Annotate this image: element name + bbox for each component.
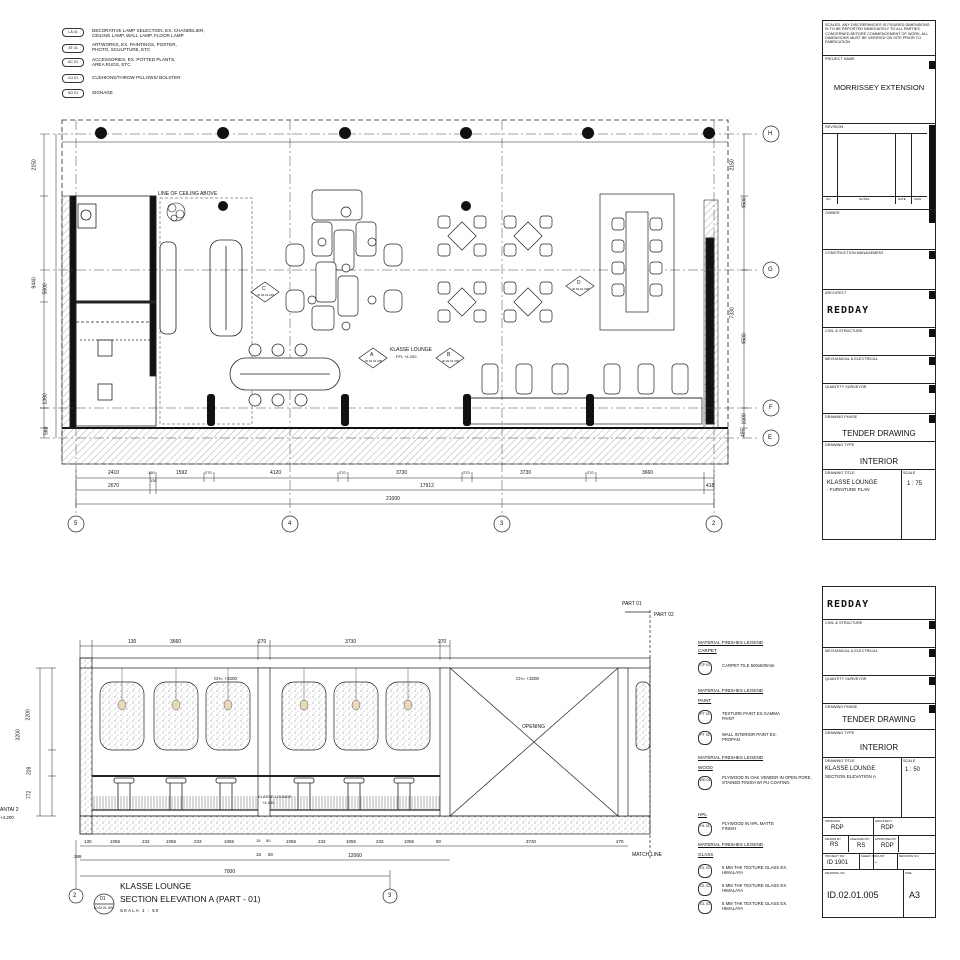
- firm-logo: REDDAY: [827, 305, 870, 316]
- section-tag-letter: C: [262, 286, 266, 292]
- opening-label: OPENING: [522, 724, 546, 730]
- section-tag-ref: ID.02.01.008: [572, 287, 590, 291]
- finish-text: WALL INTERIOR PAINT EX. PROPAN: [722, 732, 777, 742]
- dim-left: 2200: [25, 709, 32, 721]
- firm-logo: REDDAY: [827, 599, 870, 610]
- architect-label: ARCHITECT: [875, 819, 893, 823]
- finishes-category: PAINT: [698, 698, 712, 703]
- dim-total: 21000: [386, 496, 400, 502]
- finish-text: 5 MM THK TEXTURE GLASS EX. HIMALAYA: [722, 883, 788, 893]
- sheet-amount-label: SHEET AMOUNT: [861, 854, 885, 858]
- finish-code: PT 02: [698, 731, 712, 745]
- floor-level-label: KLASSE LOUNGE: [258, 794, 292, 799]
- dim-bottom: 15: [256, 852, 262, 857]
- finish-code: WD 01: [698, 776, 712, 790]
- grid-row-label: G: [768, 267, 773, 273]
- finishes-category: CARPET: [698, 648, 717, 653]
- match-line-label: MATCH LINE: [632, 852, 662, 858]
- drawing-title-1: KLASSE LOUNGE: [827, 480, 878, 486]
- room-level-label: KLASSE LOUNGE: [390, 347, 432, 353]
- dim-bottom: 50: [436, 839, 442, 844]
- left-level-value: +4.200: [0, 815, 14, 820]
- dim-bottom: 1055: [286, 839, 297, 844]
- scale-label: SCALE: [903, 471, 916, 475]
- dim-bottom: 233: [142, 839, 150, 844]
- dim-left: 2150: [31, 159, 38, 171]
- section-subtitle: SECTION ELEVATION A (PART - 01): [120, 894, 261, 904]
- drawing-scale: 1 : 50: [905, 767, 921, 773]
- principal-value: RDP: [831, 825, 844, 831]
- legend-code: SG 01: [62, 89, 84, 98]
- rev-col-sign: SIGN: [914, 197, 922, 201]
- dim-left: 3200: [15, 729, 22, 741]
- principal-label: PRINCIPAL: [825, 819, 841, 823]
- drawing-title-label: DRAWING TITLE: [825, 471, 855, 475]
- dim-bottom: 50: [266, 838, 271, 843]
- type-label: DRAWING TYPE: [825, 443, 855, 447]
- drawing-title-2: SECTION ELEVATION A: [825, 774, 876, 779]
- legend-text: ARTWORKS, EX. PAINTINGS, POSTER, PHOTO, SCULPTURE, ETC: [92, 42, 177, 53]
- grid-col-label: 5: [74, 521, 78, 527]
- glass-panels: [100, 682, 650, 750]
- dim-bottom: 418: [706, 483, 715, 489]
- project-no-value: ID 1901: [827, 860, 849, 866]
- section-tag-letter: A: [370, 352, 374, 358]
- room-level-value: FFL +4.200: [396, 354, 417, 359]
- legend-code: CU 01: [62, 74, 84, 83]
- dim-left: 228: [26, 766, 33, 776]
- cm-label: CONSTRUCTION MANAGEMENT: [825, 251, 884, 255]
- drawing-type: INTERIOR: [859, 457, 899, 466]
- section-tag-ref: ID.02.01.005: [94, 906, 114, 910]
- dim-bottom: 3660: [642, 470, 654, 476]
- dim-bottom: 1055: [166, 839, 177, 844]
- finishes-group-title: MATERIAL FINISHES LEGEND: [698, 688, 764, 693]
- drawing-title-2: - FURNITURE PLAN: [827, 487, 870, 492]
- phase-label: DRAWING PHASE: [825, 705, 858, 709]
- mep-label: MECHANICAL & ELECTRICAL: [825, 357, 878, 361]
- dim-bottom: 270: [463, 470, 470, 475]
- size-label: SIZE: [905, 871, 912, 875]
- dim-bottom: 233: [376, 839, 384, 844]
- owner-label: OWNER: [825, 211, 840, 215]
- drawing-no-label: DRAWING NO: [825, 871, 845, 875]
- ceiling-note: LINE OF CEILING ABOVE: [158, 191, 218, 197]
- section-tag-ref: ID.02.01.006: [442, 359, 460, 363]
- dim-bottom: 270: [339, 470, 346, 475]
- dim-bottom: 17912: [420, 483, 434, 489]
- dim-bottom: 4120: [270, 470, 282, 476]
- finish-code: GL 01: [698, 864, 712, 878]
- dim-bottom: 233: [318, 839, 326, 844]
- disclaimer-text: SCALED. ANY DISCREPANCIES IS FIGURED DIMENSIONS IS TO BE REPORTED IMMEDIATELY TO ALL PARTIES CONCERNED BEFORE COMMENCEMENT OF WORK. ALL DIMENSIONS MUST BE VERIFIED ON SITE PRIOR TO FABRICATION: [825, 23, 930, 45]
- finish-text: 5 MM THK TEXTURE GLASS EX. HIMALAYA: [722, 901, 788, 911]
- dim-bottom: 1055: [404, 839, 415, 844]
- finish-text: TEXTURE PAINT EX.GAMMA PAINT: [722, 711, 780, 721]
- dim-bottom: 3730: [526, 839, 537, 844]
- dim-top: 130: [128, 639, 137, 645]
- finish-code: HL 01: [698, 822, 712, 836]
- type-label: DRAWING TYPE: [825, 731, 855, 735]
- dim-bottom: 3730: [520, 470, 532, 476]
- drawing-type: INTERIOR: [859, 743, 899, 752]
- dim-bottom: 270: [587, 470, 594, 475]
- legend-code: AT 01: [62, 44, 84, 53]
- part-01-label: PART 01: [622, 601, 642, 607]
- dim-top: 3660: [170, 639, 182, 645]
- section-scale: SKALA 1 : 50: [120, 908, 160, 913]
- part-02-label: PART 02: [654, 612, 674, 618]
- dim-top: 270: [258, 639, 267, 645]
- grid-row-label: F: [769, 405, 773, 411]
- revision-table: [823, 133, 927, 204]
- rev-col-date: DATE: [898, 197, 906, 201]
- drawing-scale: 1 : 75: [907, 481, 923, 487]
- dim-bottom: 130: [148, 470, 155, 475]
- approved-value: RDP: [881, 843, 894, 849]
- lamp-level-label: CH= +3200: [214, 676, 238, 681]
- finishes-group-title: MATERIAL FINISHES LEGEND: [698, 755, 764, 760]
- dim-bottom: 50: [268, 852, 274, 857]
- revision-no-label: REVISION NO: [899, 854, 919, 858]
- dim-left: 9440: [31, 277, 38, 289]
- finishes-group-title: MATERIAL FINISHES LEGEND: [698, 842, 764, 847]
- section-tag-ref: ID.02.01.005: [365, 359, 383, 363]
- finish-text: PLYWOOD IN HPL MATTE FINISH: [722, 821, 774, 831]
- section-tag-ref: ID.02.01.007: [257, 293, 275, 297]
- revision-label: REVISION: [825, 125, 844, 129]
- dim-bottom: 2410: [108, 470, 120, 476]
- finish-code: GL 02: [698, 882, 712, 896]
- dim-bottom: 288: [74, 854, 82, 859]
- project-name: MORRISSEY EXTENSION: [833, 83, 925, 92]
- dim-bottom: 270: [205, 470, 212, 475]
- dim-left: 1390: [42, 393, 49, 405]
- mep-label: MECHANICAL & ELECTRICAL: [825, 649, 878, 653]
- legend-text: SIGNAGE: [92, 90, 113, 95]
- finishes-category: HPL: [698, 812, 707, 817]
- legend-code: AC 01: [62, 58, 84, 67]
- size-value: A3: [909, 890, 921, 900]
- rev-col-notes: NOTES: [859, 197, 870, 201]
- dim-right: 495: [740, 428, 747, 438]
- section-dimensions: [36, 640, 628, 890]
- floor-level-value: +4.200: [262, 800, 275, 805]
- dim-bottom: 2670: [108, 483, 120, 489]
- grid-row-label: E: [768, 435, 773, 441]
- dim-bottom: 3730: [396, 470, 408, 476]
- project-no-label: PROJECT NO: [825, 854, 845, 858]
- dim-top: 270: [438, 639, 447, 645]
- section-tag-letter: D: [577, 280, 581, 286]
- dim-bottom: 233: [194, 839, 202, 844]
- finishes-group-title: MATERIAL FINISHES LEGEND: [698, 640, 764, 645]
- phase-label: DRAWING PHASE: [825, 415, 858, 419]
- architect-label: ARCHITECT: [825, 291, 847, 295]
- qs-label: QUANTITY SURVEYOR: [825, 385, 867, 389]
- legend-text: ACCESSORIES, EX. POTTED PLANTS, AREA RUGS, ETC: [92, 57, 176, 68]
- sheet-amount-value: -: [875, 860, 877, 866]
- grid-col-label: 2: [73, 893, 77, 899]
- dim-top: 3730: [345, 639, 357, 645]
- scale-label: SCALE: [903, 759, 916, 763]
- grid-col-label: 4: [288, 521, 292, 527]
- drawing-phase: TENDER DRAWING: [842, 715, 916, 724]
- architect-value: RDP: [881, 825, 894, 831]
- rev-col-no: NO.: [826, 197, 832, 201]
- legend-text: DECORATIVE LAMP SELECTION, EX. CHANDELIER, CEILING LAMP, WALL LAMP, FLOOR LAMP: [92, 28, 205, 39]
- grid-row-label: H: [768, 131, 773, 137]
- dim-bottom: 1055: [110, 839, 121, 844]
- legend-code: LA 01: [62, 28, 84, 37]
- dim-bottom: 1055: [346, 839, 357, 844]
- qs-label: QUANTITY SURVEYOR: [825, 677, 867, 681]
- dim-bottom: 7000: [224, 869, 236, 875]
- finish-text: 5 MM THK TEXTURE GLASS EX. HIMALAYA: [722, 865, 788, 875]
- dim-bottom: 12060: [348, 853, 362, 859]
- section-tag-number: 01: [100, 896, 106, 902]
- dim-bottom: 130: [84, 839, 92, 844]
- checked-value: RS: [857, 843, 866, 849]
- dim-left: 772: [26, 790, 33, 800]
- title-block-section: [822, 586, 936, 918]
- dim-bottom: 130: [150, 478, 157, 483]
- finish-code: PT 01: [698, 710, 712, 724]
- dim-left: 5600: [42, 283, 49, 295]
- dim-right: 1000: [741, 413, 748, 425]
- dim-right: 2150: [729, 159, 736, 171]
- drawn-label: DRAWN BY: [825, 837, 842, 841]
- finishes-category: WOOD: [698, 765, 713, 770]
- legend-text: CUSHIONS/THROW PILLOWS/ BOLSTER: [92, 75, 181, 80]
- dim-right: 7330: [729, 307, 736, 319]
- dim-bottom: 1592: [176, 470, 188, 476]
- finishes-category: GLASS: [698, 852, 714, 857]
- drawing-phase: TENDER DRAWING: [842, 429, 916, 438]
- civil-label: CIVIL & STRUCTURE: [825, 329, 863, 333]
- finish-text: PLYWOOD IN OAK VENEER IN OPEN PORE, STAINED FINISH W/ PU COATING: [722, 775, 812, 785]
- drawing-no-value: ID.02.01.005: [827, 890, 879, 900]
- finish-code: CP 01: [698, 661, 712, 675]
- section-tag-letter: B: [447, 352, 451, 358]
- drawing-title-label: DRAWING TITLE: [825, 759, 855, 763]
- grid-col-label: 3: [388, 893, 392, 899]
- dim-right: 4500: [741, 197, 748, 209]
- section-title: KLASSE LOUNGE: [120, 881, 192, 891]
- dim-bottom: 270: [616, 839, 624, 844]
- lamp-level-label: CH= +3200: [516, 676, 540, 681]
- dim-right: 4500: [741, 333, 748, 345]
- dim-bottom: 15: [256, 838, 261, 843]
- grid-col-label: 2: [712, 521, 716, 527]
- dim-left: 560: [43, 426, 50, 436]
- title-block-plan: [822, 20, 936, 540]
- drawing-title-1: KLASSE LOUNGE: [825, 766, 876, 772]
- finish-text: CARPET TILE 500x500mm: [722, 663, 775, 668]
- dim-bottom: 1055: [224, 839, 235, 844]
- drawn-value-display: RS: [830, 842, 839, 848]
- approved-label: APPROVED BY: [875, 837, 897, 841]
- checked-label: CHECKED BY: [850, 837, 870, 841]
- finish-code: GL 03: [698, 900, 712, 914]
- grid-col-label: 3: [500, 521, 504, 527]
- left-level-label: ANTAI 2: [0, 807, 19, 813]
- project-label: PROJECT NAME: [825, 57, 855, 61]
- civil-label: CIVIL & STRUCTURE: [825, 621, 863, 625]
